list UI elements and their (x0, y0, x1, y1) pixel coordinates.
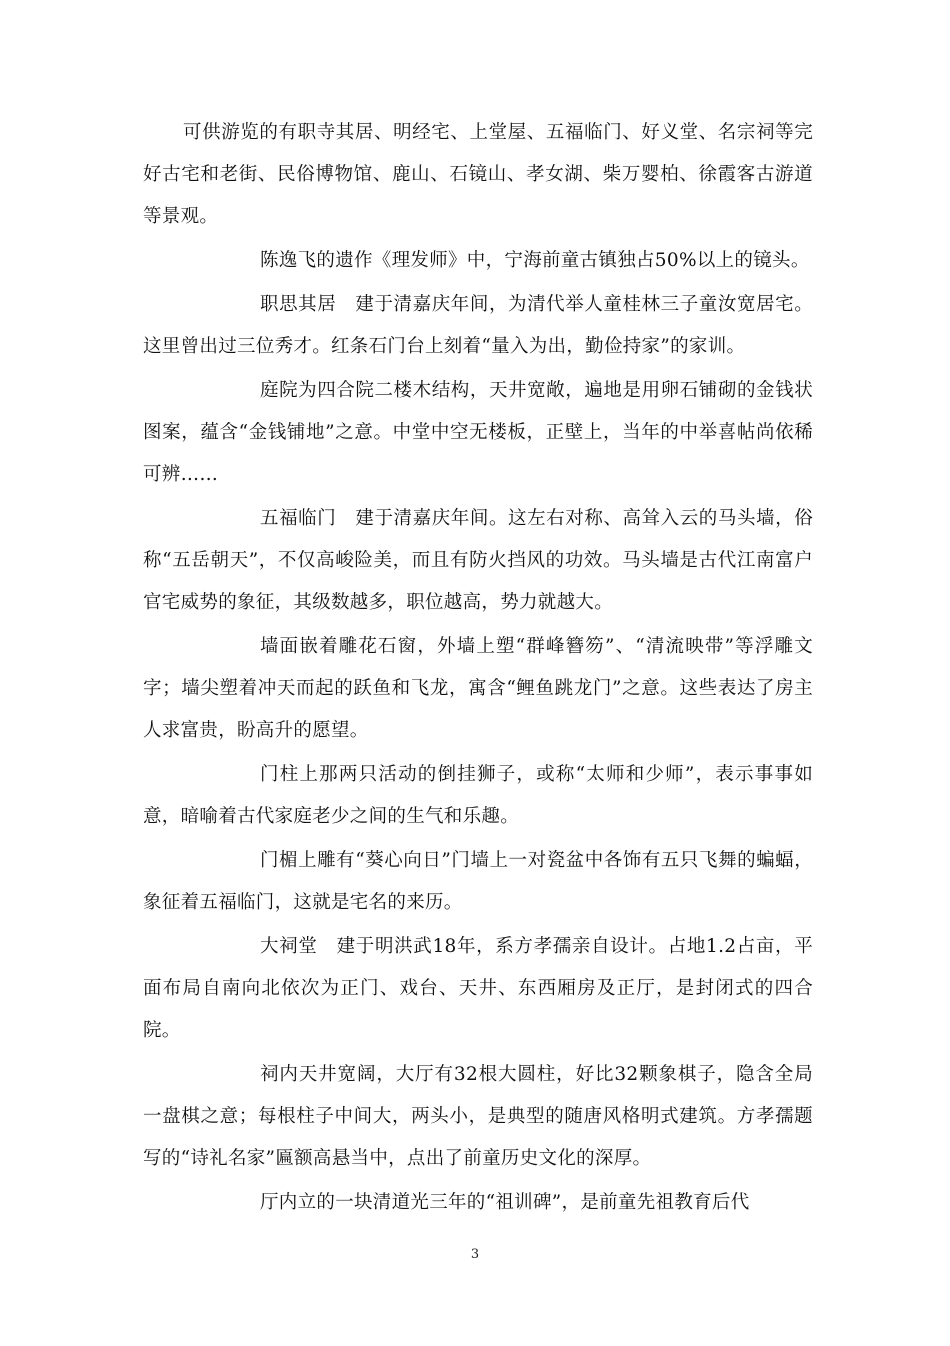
paragraph-courtyard: 庭院为四合院二楼木结构，天井宽敞，遍地是用卵石铺砌的金钱状图案，蕴含“金钱铺地”之意。中堂中空无楼板，正壁上，当年的中举喜帖尚依稀可辨…… (143, 380, 813, 485)
paragraph-hall-columns: 祠内天井宽阔，大厅有32根大圆柱，好比32颗象棋子，隐含全局一盘棋之意；每根柱子中间大，两头小，是典型的随唐风格明式建筑。方孝孺题写的“诗礼名家”匾额高悬当中，点出了前童历史文化的深厚。 (143, 1064, 813, 1169)
paragraph-wufu-linmen: 五福临门 建于清嘉庆年间。这左右对称、高耸入云的马头墙，俗称“五岳朝天”，不仅高峻险美，而且有防火挡风的功效。马头墙是古代江南富户官宅威势的象征，其级数越多，职位越高，势力就越大。 (143, 508, 813, 613)
paragraph-wall-carvings: 墙面嵌着雕花石窗，外墙上塑“群峰簪笏”、“清流映带”等浮雕文字；墙尖塑着冲天而起的跃鱼和飞龙，寓含“鲤鱼跳龙门”之意。这些表达了房主人求富贵，盼高升的愿望。 (143, 636, 813, 741)
paragraph-ancestral-hall: 大祠堂 建于明洪武18年，系方孝孺亲自设计。占地1.2占亩，平面布局自南向北依次为正门、戏台、天井、东西厢房及正厅，是封闭式的四合院。 (143, 936, 813, 1041)
document-body (143, 112, 813, 1226)
paragraph-zhisi-qiju: 职思其居 建于清嘉庆年间，为清代举人童桂林三子童汝宽居宅。这里曾出过三位秀才。红条石门台上刻着“量入为出，勤俭持家”的家训。 (143, 294, 813, 357)
paragraph-scenic-spots: 可供游览的有职寺其居、明经宅、上堂屋、五福临门、好义堂、名宗祠等完好古宅和老街、民俗博物馆、鹿山、石镜山、孝女湖、柴万婴柏、徐霞客古游道等景观。 (143, 122, 813, 227)
paragraph-barber-film: 陈逸飞的遗作《理发师》中，宁海前童古镇独占50%以上的镜头。 (260, 250, 810, 271)
paragraph-lintel: 门楣上雕有“葵心向日”门墙上一对瓷盆中各饰有五只飞舞的蝙蝠，象征着五福临门，这就是宅名的来历。 (143, 850, 813, 913)
paragraph-lions: 门柱上那两只活动的倒挂狮子，或称“太师和少师”，表示事事如意，暗喻着古代家庭老少之间的生气和乐趣。 (143, 764, 813, 827)
paragraph-ancestral-tablet: 厅内立的一块清道光三年的“祖训碑”，是前童先祖教育后代 (260, 1192, 750, 1213)
page-number: 3 (470, 1247, 480, 1262)
